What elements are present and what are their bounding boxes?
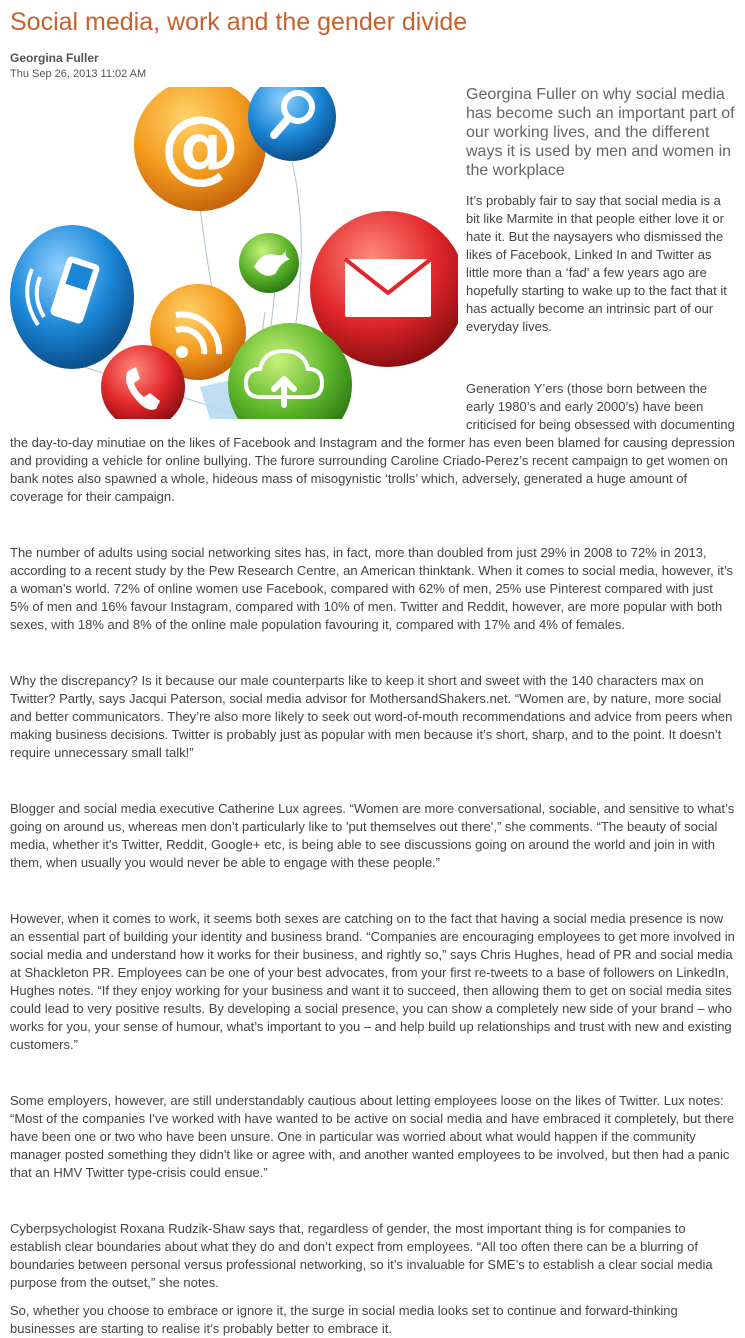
at-sign-icon (134, 87, 266, 211)
article-paragraph: Generation Y’ers (those born between the early 1980’s and early 2000’s) have been criticised for being obsessed with documenting the day-to-day minutiae on the likes of Facebook and Instagram and the former has even been blamed for causing depression and providing a vehicle for online bullying. The furore surrounding Caroline Criado-Perez’s recent campaign to get women on bank notes also spawned a whole, hideous mass of misogynistic ‘trolls’ which, adversely, generated a huge amount of coverage for their campaign. (10, 381, 735, 504)
article-standfirst: Georgina Fuller on why social media has become such an important part of our working lives, and the different ways it is used by men and women in the workplace (466, 86, 735, 179)
article-paragraph: So, whether you choose to embrace or ignore it, the surge in social media looks set to continue and forward-thinking businesses are starting to realise it’s probably better to embrace it. (10, 1303, 678, 1336)
article-paragraph: Cyberpsychologist Roxana Rudzik-Shaw says that, regardless of gender, the most important thing is for companies to establish clear boundaries about what they do and don’t expect from employees. “All too often there can be a blurring of boundaries between personal versus professional networking, so it’s invaluable for SME’s to establish a clear social media purpose from the outset,” she notes. (10, 1221, 713, 1290)
bird-icon (239, 233, 299, 293)
article-title: Social media, work and the gender divide (10, 8, 468, 36)
publish-date: Thu Sep 26, 2013 11:02 AM (10, 68, 147, 80)
article-paragraph: Blogger and social media executive Catherine Lux agrees. “Women are more conversational, sociable, and sensitive to what’s going on around us, whereas men don’t particularly like to 'put themselves out there',” she comments. “The beauty of social media, whether it's Twitter, Reddit, Google+ etc, is being able to see discussions going on around the world and join in with them, when usually you would never be able to engage with these people.” (10, 801, 735, 870)
svg-text:@: @ (160, 99, 240, 192)
article-paragraph: However, when it comes to work, it seems both sexes are catching on to the fact that having a social media presence is now an essential part of building your identity and business brand. “Companies are encouraging employees to get more involved in social media and understand how it works for their business, and rightly so,” says Chris Hughes, head of PR and social media at Shackleton PR. Employees can be one of your best advocates, from your first re-tweets to a base of followers on LinkedIn, Hughes notes. “If they enjoy working for your business and want it to succeed, then allowing them to get on social media sites could lead to very positive results. By developing a social presence, you can show a completely new side of your brand – who works for you, your sense of humour, what’s important to you – and help build up relationships and trust with new and existing customers.” (10, 911, 735, 1052)
mobile-phone-icon (10, 225, 134, 369)
article-paragraph: It’s probably fair to say that social media is a bit like Marmite in that people either love it or hate it. But the naysayers who dismissed the likes of Facebook, Linked In and Twitter as little more than a ‘fad’ a few years ago are hopefully starting to wake up to the fact that it has actually become an intrinsic part of our everyday lives. (466, 193, 727, 334)
article-paragraph: Why the discrepancy? Is it because our male counterparts like to keep it short and sweet with the 140 characters max on Twitter? Partly, says Jacqui Paterson, social media advisor for MothersandShakers.net. “Women are, by nature, more social and better communicators. They’re also more likely to seek out word-of-mouth recommendations and advice from peers when making business decisions. Twitter is probably just as popular with men because it’s short, sharp, and to the point. It doesn’t require unnecessary small talk!” (10, 673, 733, 760)
author-name[interactable]: Georgina Fuller (10, 51, 99, 65)
article-paragraph: The number of adults using social networking sites has, in fact, more than doubled from just 29% in 2008 to 72% in 2013, according to a recent study by the Pew Research Centre, an American thinktank. When it comes to social media, however, it’s a woman’s world. 72% of online women use Facebook, compared with 62% of men, 25% use Pinterest compared with just 5% of men and 16% favour Instagram, compared with 10% of men. Twitter and Reddit, however, are more popular with both sexes, with 18% and 8% of the online male population favouring it, compared with 17% and 4% of females. (10, 545, 734, 632)
hero-image (10, 87, 458, 419)
article-paragraph: Some employers, however, are still understandably cautious about letting employees loose on the likes of Twitter. Lux notes: “Most of the companies I've worked with have wanted to be active on social media and have embraced it completely, but there have been one or two who have been unsure. One in particular was worried about what would happen if the community manager posted something they didn't like or agree with, and another wanted employees to be involved, but then had a panic that an HMV Twitter type-crisis could ensue.” (10, 1093, 735, 1180)
